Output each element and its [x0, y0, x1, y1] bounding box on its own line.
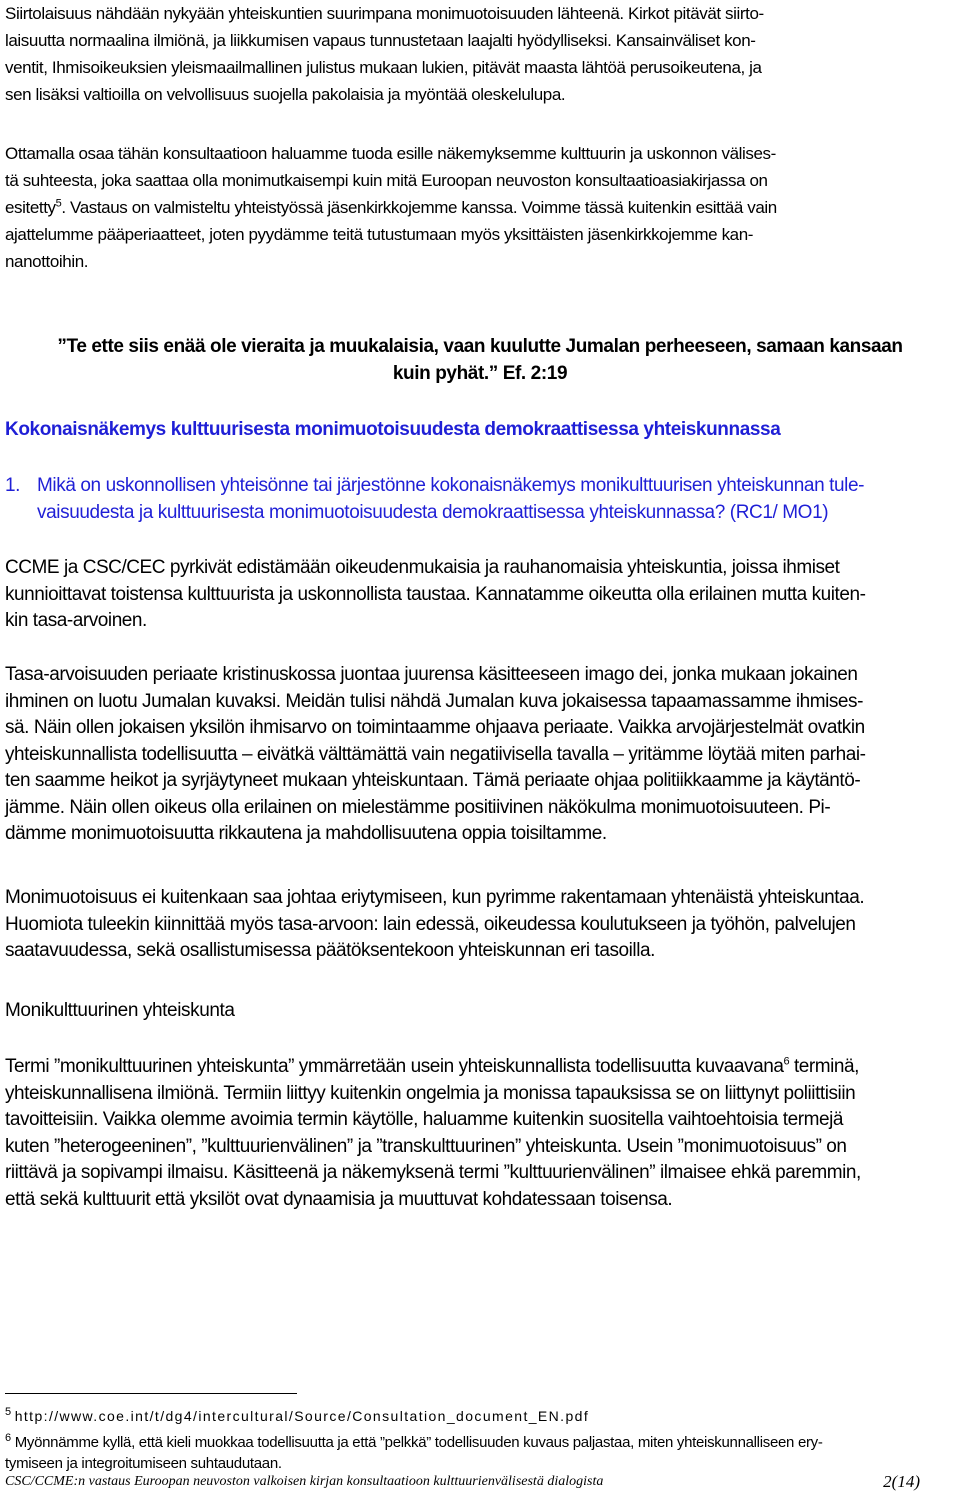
answer-line: Monimuotoisuus ei kuitenkaan saa johtaa eriytymiseen, kun pyrimme rakentamaan yhtenäistä yhteiskuntaa.	[5, 887, 865, 908]
answer-text: Termi ”monikulttuurinen yhteiskunta” ymmärretään usein yhteiskunnallista todellisuutta kuvaavana	[5, 1056, 784, 1077]
answer-line: Tasa-arvoisuuden periaate kristinuskossa juontaa juurensa käsitteeseen imago dei, jonka mukaan jokainen	[5, 664, 858, 685]
page-number: 2(14)	[883, 1472, 920, 1491]
answer-line: jämme. Näin ollen oikeus olla erilainen on mielestämme positiivinen näkökulma monimuotoisuuteen. Pi-	[5, 796, 831, 818]
intro-line: Siirtolaisuus nähdään nykyään yhteiskuntien suurimpana monimuotoisuuden lähteenä. Kirkot pitävät siirto-	[5, 4, 764, 23]
footnote-number: 6	[5, 1432, 11, 1444]
answer-line: dämme monimuotoisuutta rikkautena ja mahdollisuutena oppia toisiltamme.	[5, 823, 607, 844]
consultation-text: esitetty	[5, 198, 56, 217]
footnote-6	[5, 1432, 955, 1474]
quote-line: kuin pyhät.” Ef. 2:19	[392, 363, 568, 384]
intro-paragraph	[5, 0, 955, 108]
consultation-paragraph	[5, 140, 955, 275]
question-number: 1.	[5, 475, 21, 496]
bible-quote	[5, 333, 955, 387]
consultation-line: nanottoihin.	[5, 252, 89, 271]
footnote-text: Myönnämme kyllä, että kieli muokkaa todellisuutta ja että ”pelkkä” todellisuuden kuvaus paljastaa, miten yhteiskunnalliseen ery-	[14, 1434, 823, 1451]
answer-text: terminä,	[789, 1056, 859, 1077]
answer-line: sä. Näin ollen jokaisen yksilön ihmisarvo on toimintaamme ohjaava periaate. Vaikka arvojärjestelmät ovatkin	[5, 717, 865, 738]
footnote-number: 5	[5, 1406, 11, 1418]
answer-line: yhteiskunnallisena ilmiönä. Termiin liittyy kuitenkin ongelmia ja monissa tapauksissa se on liittynyt poliittisiin	[5, 1082, 856, 1104]
footnote-divider	[5, 1393, 297, 1394]
consultation-line: Ottamalla osaa tähän konsultaatioon haluamme tuoda esille näkemyksemme kulttuurin ja uskonnon välises-	[5, 144, 776, 163]
subheading: Monikulttuurinen yhteiskunta	[5, 1000, 235, 1021]
answer-line: ihminen on luotu Jumalan kuvaksi. Meidän tulisi nähdä Jumalan kuva jokaisessa tapaamassamme ihmises-	[5, 690, 863, 712]
consultation-line: ajattelumme pääperiaatteet, joten pyydämme teitä tutustumaan myös yksittäisten jäsenkirkkojemme kan-	[5, 225, 754, 244]
quote-line: ”Te ette siis enää ole vieraita ja muukalaisia, vaan kuulutte Jumalan perheeseen, samaan kansaan	[57, 336, 903, 357]
footnote-ref-5[interactable]: 5	[55, 197, 62, 210]
answer-line: riittävä ja sopivampi ilmaisu. Käsitteenä ja näkemyksenä termi ”kulttuurienvälinen” ilmaisee ehkä paremmin,	[5, 1162, 861, 1183]
footnote-ref-6[interactable]: 6	[783, 1055, 790, 1068]
question-1	[5, 472, 955, 526]
consultation-line	[5, 194, 955, 221]
answer-paragraph-1	[5, 555, 955, 635]
consultation-text: . Vastaus on valmisteltu yhteistyössä jäsenkirkkojemme kanssa. Voimme tässä kuitenkin esittää vain	[61, 198, 777, 217]
answer-line: saatavuudessa, sekä osallistumisessa päätöksentekoon yhteiskunnan eri tasoilla.	[5, 940, 655, 961]
answer-line: Huomiota tuleekin kiinnittää myös tasa-arvoon: lain edessä, oikeudessa koulutukseen ja työhön, palvelujen	[5, 913, 856, 935]
intro-line: ventit, Ihmisoikeuksien yleismaailmallinen julistus mukaan lukien, pitävät maasta lähtöä perusoikeutena, ja	[5, 58, 762, 77]
answer-line: että sekä kulttuurit että yksilöt ovat dynaamisia ja muuttuvat kohdatessaan toisensa.	[5, 1188, 673, 1210]
footnote-text: tymiseen ja integroitumiseen suhtaudutaan.	[5, 1455, 282, 1472]
section-heading: Kokonaisnäkemys kulttuurisesta monimuotoisuudesta demokraattisessa yhteiskunnassa	[5, 419, 781, 440]
answer-paragraph-3	[5, 885, 955, 965]
question-text: Mikä on uskonnollisen yhteisönne tai järjestönne kokonaisnäkemys monikulttuurisen yhteiskunnan tule-	[37, 475, 865, 496]
footnote-link[interactable]: http://www.coe.int/t/dg4/intercultural/Source/Consultation_document_EN.pdf	[14, 1408, 590, 1424]
answer-line: yhteiskunnallista todellisuutta – eivätkä välttämättä vain negatiivisella tavalla – yritämme löytää miten parhai-	[5, 743, 866, 765]
answer-line: kunnioittavat toistensa kulttuurista ja uskonnollista taustaa. Kannatamme oikeutta olla erilainen mutta kuiten-	[5, 583, 866, 605]
intro-line: sen lisäksi valtioilla on velvollisuus suojella pakolaisia ja myöntää oleskelulupa.	[5, 85, 566, 104]
answer-paragraph-2	[5, 662, 955, 848]
answer-line: kuten ”heterogeeninen”, ”kulttuurienvälinen” ja ”transkulttuurinen” yhteiskunta. Usein ”monimuotoisuus” on	[5, 1135, 847, 1157]
intro-line: laisuutta normaalina ilmiönä, ja liikkumisen vapaus tunnustetaan laajalti hyödylliseksi. Kansainväliset kon-	[5, 31, 756, 50]
answer-line: kin tasa-arvoinen.	[5, 610, 147, 631]
answer-line: tavoitteisiin. Vaikka olemme avoimia termin käytölle, haluamme kuitenkin suositella vaihtoehtoisia termejä	[5, 1109, 843, 1130]
footnote-5	[5, 1406, 955, 1427]
footer-title: CSC/CCME:n vastaus Euroopan neuvoston valkoisen kirjan konsultaatioon kulttuurienvälisestä dialogista	[5, 1474, 604, 1489]
question-text: vaisuudesta ja kulttuurisesta monimuotoisuudesta demokraattisessa yhteiskunnassa? (RC1/ MO1)	[37, 502, 829, 523]
answer-line: CCME ja CSC/CEC pyrkivät edistämään oikeudenmukaisia ja rauhanomaisia yhteiskuntia, joissa ihmiset	[5, 557, 840, 578]
answer-paragraph-4	[5, 1054, 955, 1213]
answer-line: ten saamme heikot ja syrjäytyneet mukaan yhteiskuntaan. Tämä periaate ohjaa politiikkaamme ja käytäntö-	[5, 770, 861, 791]
page-footer	[5, 1474, 920, 1490]
consultation-line: tä suhteesta, joka saattaa olla monimutkaisempi kuin mitä Euroopan neuvoston konsultaatioasiakirjassa on	[5, 171, 768, 190]
